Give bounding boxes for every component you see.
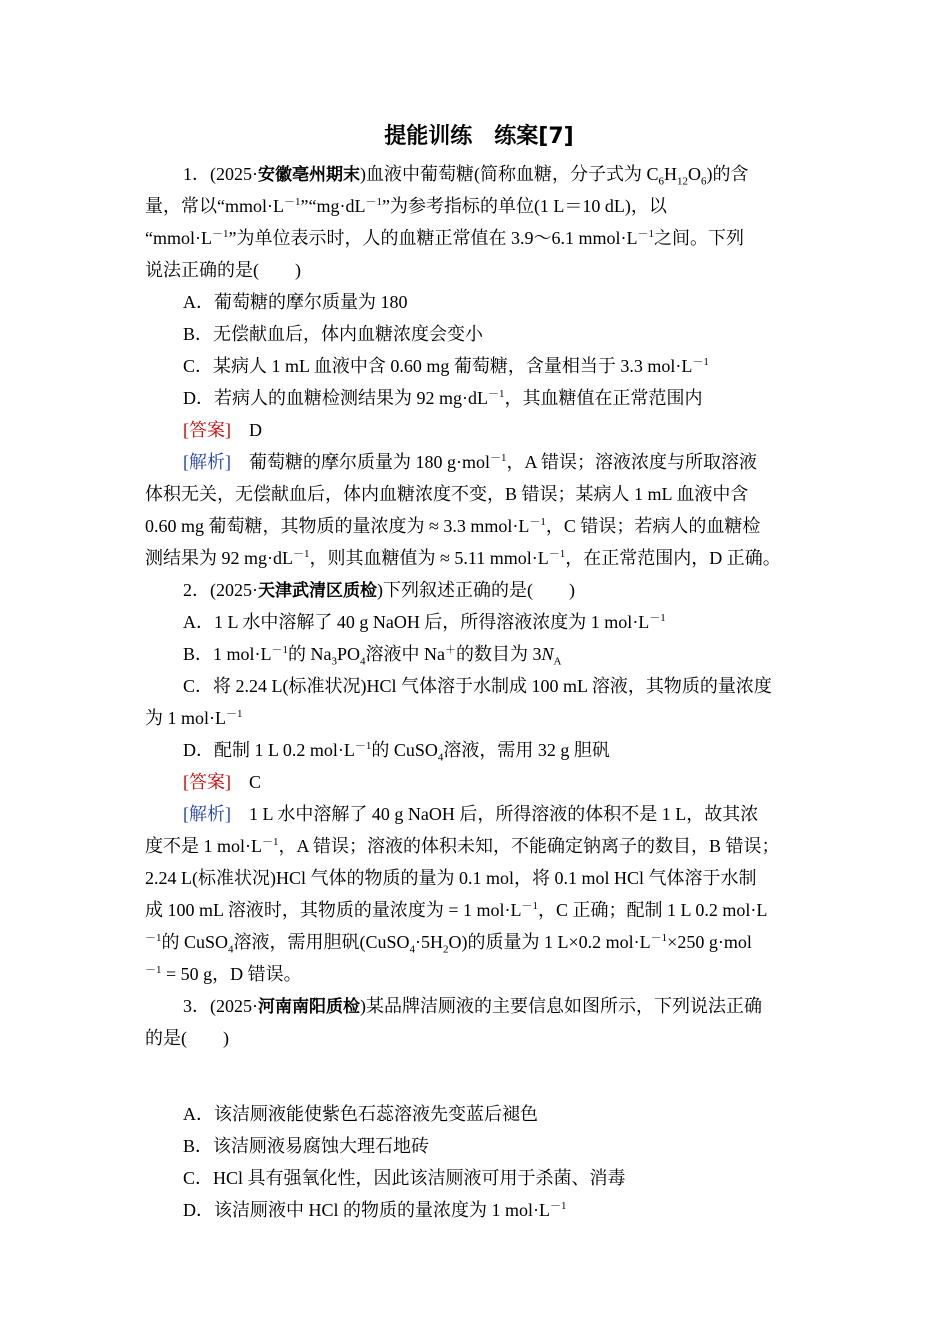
- q1-explain-line-3: 0.60 mg 葡萄糖，其物质的量浓度为 ≈ 3.3 $mmol\cdot L^{-1}$，C 错误；若病人的血糖检: [145, 516, 761, 536]
- q2-explain-line-2: 度不是 1 $mol\cdot L^{-1}$，A 错误；溶液的体积未知，不能确定钠离子的数目，B 错误；: [145, 836, 780, 856]
- answer-tag: [答案]: [183, 420, 231, 440]
- q3-option-a: A．该洁厕液能使紫色石蕊溶液先变蓝后褪色: [183, 1104, 538, 1124]
- q2-explain-line-1: [解析] 1 L 水中溶解了 40 g NaOH 后，所得溶液的体积不是 1 L，故其浓: [183, 804, 759, 824]
- answer-tag: [答案]: [183, 772, 231, 792]
- q3-source: 河南南阳质检: [258, 997, 360, 1017]
- q2-option-c-line-2: 为 1 $mol\cdot L^{-1}$: [145, 708, 243, 728]
- q1-explain-line-2: 体积无关，无偿献血后，体内血糖浓度不变，B 错误；某病人 1 mL 血液中含: [145, 484, 749, 504]
- q1-stem-line-1: 1．(2025·安徽亳州期末)血液中葡萄糖(简称血糖，分子式为 $C_6H_{12}O_6$)的含: [183, 164, 749, 188]
- q1-option-a: A．葡萄糖的摩尔质量为 180: [183, 292, 408, 312]
- question-3: [145, 990, 813, 1226]
- q3-option-b: B．该洁厕液易腐蚀大理石地砖: [183, 1136, 430, 1156]
- q1-stem-line-3: “$mmol\cdot L^{-1}$”为单位表示时，人的血糖正常值在 3.9～6.1 $mmol\cdot L^{-1}$之间。下列: [145, 228, 744, 248]
- exercise-page: [145, 118, 813, 1226]
- q3-option-c: C．HCl 具有强氧化性，因此该洁厕液可用于杀菌、消毒: [183, 1168, 626, 1188]
- q2-explain-line-6: $^{-1}$ = 50 g，D 错误。: [145, 964, 302, 984]
- q2-stem-line-1: 2．(2025·天津武清区质检)下列叙述正确的是( ): [183, 580, 575, 601]
- q1-source: 安徽亳州期末: [258, 165, 360, 185]
- q3-option-d: D．该洁厕液中 HCl 的物质的量浓度为 1 $mol\cdot L^{-1}$: [183, 1200, 567, 1220]
- q2-option-d: D．配制 1 L 0.2 $mol\cdot L^{-1}$的 CuSO$_4$溶液，需用 32 g 胆矾: [183, 740, 610, 764]
- q2-option-a: A．1 L 水中溶解了 40 g NaOH 后，所得溶液浓度为 1 $mol\cdot L^{-1}$: [183, 612, 666, 632]
- q3-stem-line-1: 3．(2025·河南南阳质检)某品牌洁厕液的主要信息如图所示，下列说法正确: [183, 996, 762, 1017]
- question-1: [145, 158, 813, 574]
- explain-tag: [解析]: [183, 452, 231, 472]
- q1-explain-line-4: 测结果为 92 $mg\cdot dL^{-1}$，则其血糖值为 ≈ 5.11 $mmol\cdot L^{-1}$，在正常范围内，D 正确。: [145, 548, 781, 568]
- q1-option-d: D．若病人的血糖检测结果为 92 $mg\cdot dL^{-1}$，其血糖值在正常范围内: [183, 388, 703, 408]
- q1-explain-line-1: [解析] 葡萄糖的摩尔质量为 180 g·mol$^{-1}$，A 错误；溶液浓度与所取溶液: [183, 452, 758, 472]
- q2-option-c-line-1: C．将 2.24 L(标准状况)HCl 气体溶于水制成 100 mL 溶液，其物质的量浓度: [183, 676, 772, 696]
- page-title: 提能训练 练案[7]: [384, 124, 574, 149]
- q3-stem-line-2: 的是( ): [145, 1028, 229, 1048]
- explain-tag: [解析]: [183, 804, 231, 824]
- q2-option-b: B．1 $mol\cdot L^{-1}$的 $Na_3PO_4$溶液中 Na＋的数目为 $3N_A$: [183, 644, 562, 668]
- q1-stem-line-2: 量，常以“$mmol\cdot L^{-1}”“mg\cdot dL^{-1}$”为参考指标的单位(1 L＝10 dL)，以: [145, 196, 667, 216]
- q2-explain-line-3: 2.24 L(标准状况)HCl 气体的物质的量为 0.1 mol，将 0.1 mol HCl 气体溶于水制: [145, 868, 757, 888]
- q1-option-c: C．某病人 1 mL 血液中含 0.60 mg 葡萄糖，含量相当于 3.3 $mol\cdot L^{-1}$: [183, 356, 709, 376]
- q1-answer: [答案] D: [183, 420, 262, 440]
- q2-source: 天津武清区质检: [258, 581, 377, 601]
- q2-explain-line-4: 成 100 mL 溶液时，其物质的量浓度为 = 1 $mol\cdot L^{-1}$，C 正确；配制 1 L 0.2 mol·L: [145, 900, 768, 920]
- q1-option-b: B．无偿献血后，体内血糖浓度会变小: [183, 324, 484, 344]
- q2-explain-line-5: $^{-1}$的 CuSO$_4$溶液，需用胆矾$(CuSO_4\cdot 5H_2O)$的质量为 1 L×0.2 $mol\cdot L^{-1}\times 250$ g·mol: [145, 932, 752, 956]
- question-2: [145, 574, 813, 990]
- q2-answer: [答案] C: [183, 772, 262, 792]
- figure-placeholder: [145, 1054, 813, 1098]
- q1-stem-line-4: 说法正确的是( ): [145, 260, 301, 280]
